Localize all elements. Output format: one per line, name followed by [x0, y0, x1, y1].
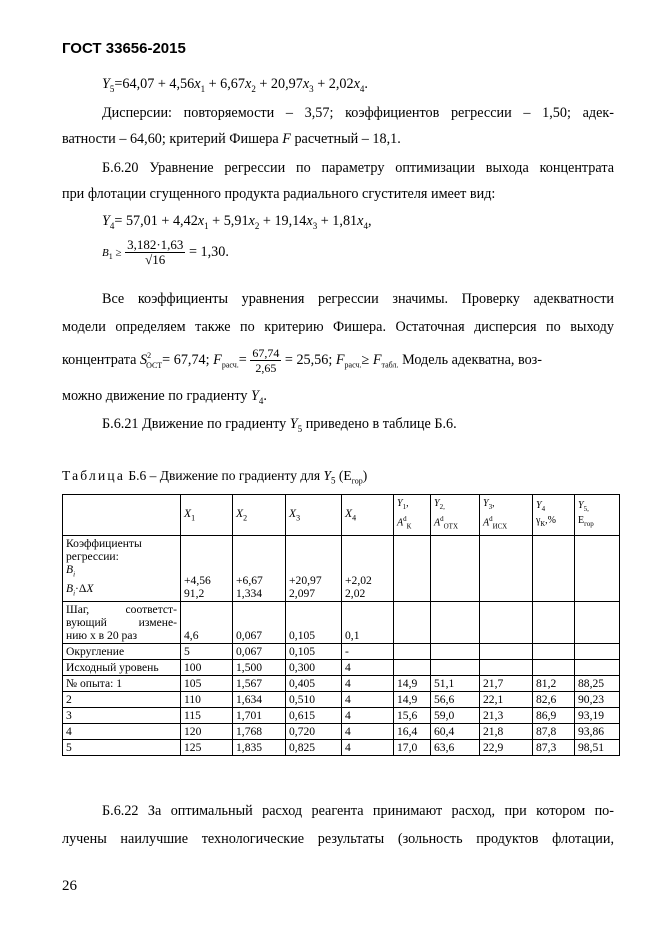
table-cell — [431, 601, 480, 643]
header-cell-y4: $Y_4$ $\gamma_К,\%$ — [533, 495, 575, 536]
table-cell: 21,7 — [480, 675, 533, 691]
table-cell: 100 — [181, 659, 233, 675]
table-cell: - — [342, 643, 394, 659]
table-cell — [575, 659, 620, 675]
table-cell: +4,56 91,2 — [181, 536, 233, 602]
table-cell — [533, 643, 575, 659]
table-cell: 4 — [342, 707, 394, 723]
document-header: ГОСТ 33656-2015 — [62, 40, 186, 57]
all-coefficients-line-2: модели определяем также по критерию Фишера. Остаточная дисперсия по выходу — [62, 319, 614, 335]
table-row — [63, 707, 620, 723]
table-cell: 16,4 — [394, 723, 431, 739]
table-cell: 1,500 — [233, 659, 286, 675]
table-cell: 93,19 — [575, 707, 620, 723]
table-caption: Таблица Б.6 – Движение по градиенту для $Y_5$ $(E_{гор})$ — [62, 468, 368, 486]
table-cell: 0,615 — [286, 707, 342, 723]
dispersion-line-1: Дисперсии: повторяемости – 3,57; коэффициентов регрессии – 1,50; адек- — [102, 105, 614, 121]
table-cell: 1,768 — [233, 723, 286, 739]
header-cell-x2: $X_2$ — [233, 495, 286, 536]
table-cell: 115 — [181, 707, 233, 723]
b621-line: Б.6.21 Движение по градиенту $Y_5$ приведено в таблице Б.6. — [102, 416, 457, 434]
table-cell: 4 — [342, 723, 394, 739]
table-cell: 4 — [342, 659, 394, 675]
table-cell: 5 — [181, 643, 233, 659]
table-cell: 0,105 — [286, 643, 342, 659]
b622-line-2: лучены наилучшие технологические результаты (зольность продуктов флотации, — [62, 831, 614, 847]
table-cell: 4 — [342, 675, 394, 691]
table-cell: 90,23 — [575, 691, 620, 707]
table-cell — [394, 601, 431, 643]
table-cell — [431, 659, 480, 675]
table-cell — [533, 601, 575, 643]
table-cell: 59,0 — [431, 707, 480, 723]
table-cell: 1,567 — [233, 675, 286, 691]
header-cell-y5: $Y_{5,}$ $E_{гор}$ — [575, 495, 620, 536]
table-cell: 0,405 — [286, 675, 342, 691]
table-cell: +6,67 1,334 — [233, 536, 286, 602]
table-cell: 21,8 — [480, 723, 533, 739]
table-cell — [394, 659, 431, 675]
table-cell — [533, 536, 575, 602]
table-cell: 0,510 — [286, 691, 342, 707]
header-cell-y2: $Y_{2,}$ $A^d_{ОТХ}$ — [431, 495, 480, 536]
table-cell: 82,6 — [533, 691, 575, 707]
table-cell — [431, 536, 480, 602]
table-row — [63, 675, 620, 691]
table-row — [63, 536, 620, 602]
table-cell: 60,4 — [431, 723, 480, 739]
table-row — [63, 643, 620, 659]
table-row — [63, 659, 620, 675]
row-label: 3 — [63, 707, 181, 723]
row-label: 2 — [63, 691, 181, 707]
table-cell: 0,1 — [342, 601, 394, 643]
row-label: 4 — [63, 723, 181, 739]
table-cell: 0,300 — [286, 659, 342, 675]
table-cell — [575, 601, 620, 643]
table-cell: 93,86 — [575, 723, 620, 739]
table-cell: 21,3 — [480, 707, 533, 723]
table-row — [63, 739, 620, 755]
table-cell: 0,825 — [286, 739, 342, 755]
page-number: 26 — [62, 878, 77, 894]
header-cell-x1: $X_1$ — [181, 495, 233, 536]
gradient-line: можно движение по градиенту $Y_4$. — [62, 388, 267, 406]
table-cell — [575, 643, 620, 659]
dispersion-line-2: ватности – 64,60; критерий Фишера F расчетный – 18,1. — [62, 131, 401, 147]
table-cell: 56,6 — [431, 691, 480, 707]
table-cell: 0,105 — [286, 601, 342, 643]
table-cell: 87,3 — [533, 739, 575, 755]
table-cell — [480, 601, 533, 643]
row-label: Исходный уровень — [63, 659, 181, 675]
table-cell: +2,02 2,02 — [342, 536, 394, 602]
table-cell: 63,6 — [431, 739, 480, 755]
table-cell: 4,6 — [181, 601, 233, 643]
table-cell: 14,9 — [394, 675, 431, 691]
equation-y4: $Y_4= 57,01 + 4,42x_1 + 5,91x_2 + 19,14x_3 + 1,81x_4$, — [102, 213, 372, 231]
header-cell-x4: $X_4$ — [342, 495, 394, 536]
table-cell — [533, 659, 575, 675]
header-cell-y3: $Y_3$, $A^d_{ИСХ}$ — [480, 495, 533, 536]
table-cell — [480, 643, 533, 659]
table-cell — [575, 536, 620, 602]
header-cell-x3: $X_3$ — [286, 495, 342, 536]
table-cell: 0,067 — [233, 643, 286, 659]
table-cell: 125 — [181, 739, 233, 755]
table-row — [63, 601, 620, 643]
table-row — [63, 691, 620, 707]
table-row — [63, 723, 620, 739]
table-cell — [431, 643, 480, 659]
table-cell — [480, 659, 533, 675]
concentrate-line: концентрата $S^2_{ОСТ}= 67,74$; $F_{расч.}=$ $\frac{67,74}{2,65}$ = 25,56; $F_{расч.}\ge F_{табл.}$ Модель адекватна, воз- — [62, 346, 542, 375]
table-cell — [480, 536, 533, 602]
table-cell: 4 — [342, 691, 394, 707]
table-cell: 110 — [181, 691, 233, 707]
table-cell: 88,25 — [575, 675, 620, 691]
table-cell: 120 — [181, 723, 233, 739]
table-cell — [394, 536, 431, 602]
table-cell: 86,9 — [533, 707, 575, 723]
table-cell: 22,9 — [480, 739, 533, 755]
row-label-step: Шаг, соответст-вующий измене-нию x в 20 раз — [63, 601, 181, 643]
table-cell: 4 — [342, 739, 394, 755]
b622-line-1: Б.6.22 За оптимальный расход реагента принимают расход, при котором по- — [102, 803, 614, 819]
table-cell: 105 — [181, 675, 233, 691]
row-label: Округление — [63, 643, 181, 659]
table-cell — [394, 643, 431, 659]
table-cell: 0,067 — [233, 601, 286, 643]
all-coefficients-line-1: Все коэффициенты уравнения регрессии значимы. Проверку адекватности — [102, 291, 614, 307]
header-cell-empty — [63, 495, 181, 536]
table-cell: 14,9 — [394, 691, 431, 707]
table-cell: 1,835 — [233, 739, 286, 755]
table-cell: 15,6 — [394, 707, 431, 723]
table-cell: +20,97 2,097 — [286, 536, 342, 602]
gradient-table — [62, 494, 620, 756]
equation-y5: $Y_5=64,07 + 4,56x_1 + 6,67x_2 + 20,97x_3 + 2,02x_4$. — [102, 76, 368, 94]
table-header-row — [63, 495, 620, 536]
b620-line-1: Б.6.20 Уравнение регрессии по параметру оптимизации выхода концентрата — [102, 160, 614, 176]
table-cell: 1,634 — [233, 691, 286, 707]
table-cell: 98,51 — [575, 739, 620, 755]
table-cell: 17,0 — [394, 739, 431, 755]
header-cell-y1: $Y_1$, $A^d_К$ — [394, 495, 431, 536]
table-cell: 87,8 — [533, 723, 575, 739]
table-cell: 81,2 — [533, 675, 575, 691]
table-cell: 1,701 — [233, 707, 286, 723]
row-label: 5 — [63, 739, 181, 755]
b-inequality: $B_1$ ≥ $\frac{3,182\cdot 1,63}{√16}$ = 1,30. — [102, 237, 229, 267]
table-cell: 22,1 — [480, 691, 533, 707]
table-cell: 0,720 — [286, 723, 342, 739]
b620-line-2: при флотации сгущенного продукта радиального сгустителя имеет вид: — [62, 186, 496, 202]
row-label: № опыта: 1 — [63, 675, 181, 691]
table-cell: 51,1 — [431, 675, 480, 691]
row-label-coefficients: Коэффициенты регрессии: $B_i$ $B_i\cdot\Delta X$ — [63, 536, 181, 602]
